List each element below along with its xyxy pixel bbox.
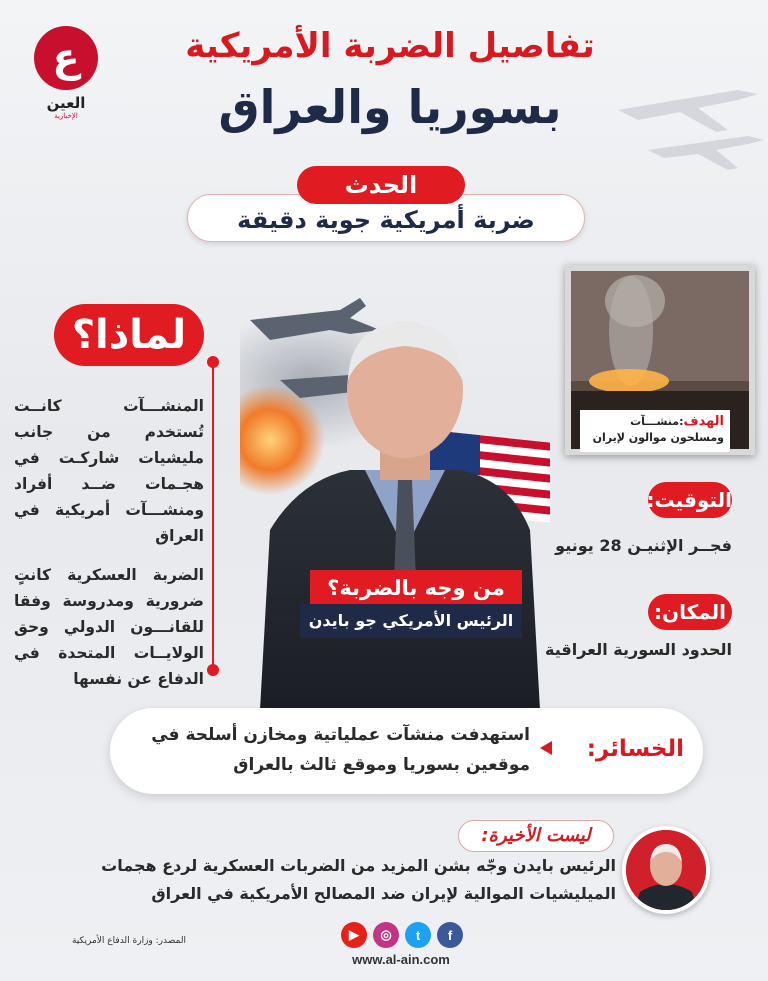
place-value: الحدود السورية العراقية <box>545 640 732 659</box>
who-answer: الرئيس الأمريكي جو بايدن <box>300 604 522 638</box>
losses-text: استهدفت منشآت عملياتية ومخازن أسلحة في موقعين بسوريا وموقع ثالث بالعراق <box>151 725 530 775</box>
why-label: لماذا؟ <box>54 304 204 366</box>
target-caption <box>580 410 730 452</box>
arrow-left-icon <box>540 741 552 755</box>
logo-emblem: ع <box>34 26 98 90</box>
fighter-jets-watermark <box>598 50 768 180</box>
headline-line-2: بسوريا والعراق <box>218 80 562 134</box>
latest-label: ليست الأخيرة: <box>458 820 614 852</box>
event-description: ضربة أمريكية جوية دقيقة <box>187 194 585 242</box>
logo-subtitle: الإخبارية <box>54 112 78 120</box>
why-reason-2: الضربة العسكرية كانتٍ ضرورية ومدروسة وفقا للقانـــون الدولي وحق الولايــات المتحدة في الدفاع عن نفسها <box>14 566 204 688</box>
who-question: من وجه بالضربة؟ <box>310 570 522 606</box>
twitter-icon[interactable]: t <box>405 922 431 948</box>
timing-label: التوقيت: <box>648 482 732 518</box>
event-label: الحدث <box>297 166 465 204</box>
source-note: المصدر: وزارة الدفاع الأمريكية <box>71 936 186 946</box>
why-divider <box>212 360 214 672</box>
timing-value: فجــر الإثنيـن 28 يونيو <box>555 536 732 555</box>
social-links <box>338 922 466 948</box>
facebook-icon[interactable]: f <box>437 922 463 948</box>
target-label: الهدف <box>683 414 724 429</box>
target-text: :منشـــآت ومسلحون موالون لإيران <box>592 415 724 444</box>
losses-label: الخسائر: <box>586 736 684 762</box>
youtube-icon[interactable]: ▶ <box>341 922 367 948</box>
website-link[interactable]: www.al-ain.com <box>352 952 450 967</box>
logo-name: العين <box>46 94 86 112</box>
why-reason-1: المنشـــآت كانــت تُستخدم من جانب مليشيات شاركـت في هجـمات ضــد أفراد ومنشـــآت أمريكية في العراق <box>14 397 204 545</box>
avatar-portrait <box>626 830 706 910</box>
latest-text: الرئيس بايدن وجّه بشن المزيد من الضربات العسكرية لردع هجمات الميليشيات الموالية لإيران ضد المصالح الأمريكية في العراق <box>101 856 616 903</box>
instagram-icon[interactable]: ◎ <box>373 922 399 948</box>
al-ain-logo <box>26 26 106 120</box>
president-avatar <box>622 826 710 914</box>
place-label: المكان: <box>648 594 732 630</box>
headline-line-1: تفاصيل الضربة الأمريكية <box>185 26 595 66</box>
